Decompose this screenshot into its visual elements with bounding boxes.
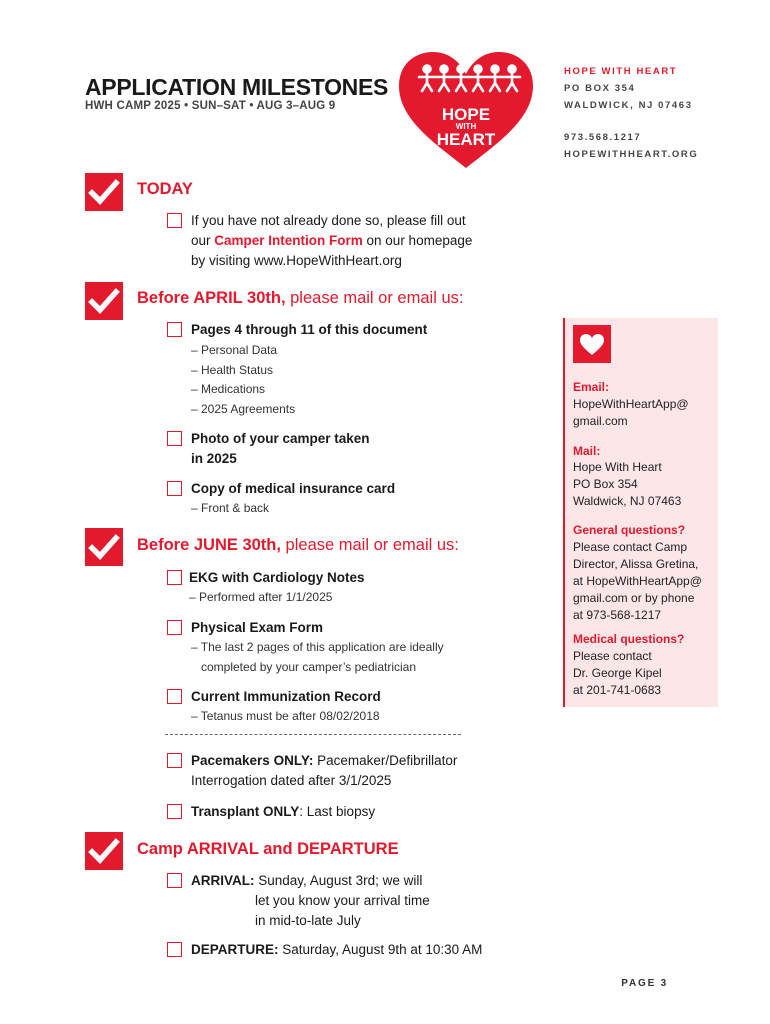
heading-bold: Before JUNE 30th, bbox=[137, 536, 281, 554]
june-item3 bbox=[191, 687, 381, 707]
arrival-line2: let you know your arrival time bbox=[255, 893, 430, 908]
departure-text: Saturday, August 9th at 10:30 AM bbox=[278, 942, 483, 957]
email-label: Email: bbox=[573, 380, 610, 394]
checkbox[interactable] bbox=[167, 620, 182, 635]
checkbox[interactable] bbox=[167, 322, 182, 337]
mail-line: Hope With Heart bbox=[573, 460, 662, 474]
heading-bold: Before APRIL 30th, bbox=[137, 289, 286, 307]
april-item3 bbox=[191, 479, 395, 499]
medical-line: at 201-741-0683 bbox=[573, 683, 662, 697]
april-item3-label: Copy of medical insurance card bbox=[191, 481, 396, 496]
check-mark-icon bbox=[85, 528, 123, 566]
email-line: gmail.com bbox=[573, 414, 628, 428]
page-number: PAGE 3 bbox=[621, 978, 668, 989]
email-line: HopeWithHeartApp@ bbox=[573, 397, 689, 411]
june-item4-line2: Interrogation dated after 3/1/2025 bbox=[191, 773, 392, 788]
checkbox[interactable] bbox=[167, 873, 182, 888]
june-item4-rest: Pacemaker/Defibrillator bbox=[313, 753, 458, 768]
june-item4-bold: Pacemakers ONLY: bbox=[191, 753, 314, 768]
email-value[interactable] bbox=[573, 396, 689, 430]
today-item-line2 bbox=[191, 231, 531, 251]
check-mark-icon bbox=[85, 173, 123, 211]
today-item-line1: If you have not already done so, please fill out bbox=[191, 213, 466, 228]
june-item2-label: Physical Exam Form bbox=[191, 620, 324, 635]
contact-phone: 973.568.1217 bbox=[564, 132, 642, 143]
contact-pobox: PO BOX 354 bbox=[564, 83, 636, 94]
list-item: – Personal Data bbox=[191, 343, 278, 357]
june-item2-sub bbox=[191, 638, 444, 677]
checkbox[interactable] bbox=[167, 570, 182, 585]
mail-line: Waldwick, NJ 07463 bbox=[573, 494, 682, 508]
medical-questions-label: Medical questions? bbox=[573, 632, 685, 646]
june-item4 bbox=[191, 751, 457, 791]
june-item3-label: Current Immunization Record bbox=[191, 689, 381, 704]
checkbox[interactable] bbox=[167, 431, 182, 446]
list-item: – Medications bbox=[191, 382, 266, 396]
divider bbox=[165, 734, 461, 735]
general-line: at HopeWithHeartApp@ bbox=[573, 574, 702, 588]
medical-questions-text bbox=[573, 648, 662, 699]
heading-rest: please mail or email us: bbox=[285, 289, 464, 307]
heart-logo-icon bbox=[397, 50, 535, 170]
today-item bbox=[191, 211, 531, 271]
june-item1-sub: – Performed after 1/1/2025 bbox=[189, 590, 333, 604]
section-heading-arrival: Camp ARRIVAL and DEPARTURE bbox=[137, 840, 399, 858]
june-item2-sub-line1: – The last 2 pages of this application are ideally bbox=[191, 640, 444, 654]
april-item1-label: Pages 4 through 11 of this document bbox=[191, 322, 428, 337]
logo-line2: WITH bbox=[455, 122, 477, 131]
june-item1 bbox=[189, 568, 365, 588]
heading-rest: please mail or email us: bbox=[280, 536, 459, 554]
departure-label: DEPARTURE: bbox=[191, 942, 279, 957]
list-item: – Health Status bbox=[191, 362, 274, 377]
check-mark-icon bbox=[85, 832, 123, 870]
june-item2 bbox=[191, 618, 323, 638]
checkbox[interactable] bbox=[167, 481, 182, 496]
june-item5 bbox=[191, 802, 375, 822]
medical-line: Please contact bbox=[573, 649, 652, 663]
april-item2 bbox=[191, 429, 370, 469]
april-item2-line2: in 2025 bbox=[191, 451, 237, 466]
page-subtitle: HWH CAMP 2025 • SUN–SAT • AUG 3–AUG 9 bbox=[85, 100, 336, 112]
mail-address bbox=[573, 459, 681, 510]
camper-intention-form-link[interactable]: Camper Intention Form bbox=[214, 233, 363, 248]
checkbox[interactable] bbox=[167, 213, 182, 228]
contact-city: WALDWICK, NJ 07463 bbox=[564, 100, 693, 111]
general-line: Director, Alissa Gretina, bbox=[573, 557, 699, 571]
april-item1 bbox=[191, 320, 427, 340]
june-item5-rest: : Last biopsy bbox=[299, 804, 376, 819]
medical-line: Dr. George Kipel bbox=[573, 666, 662, 680]
check-mark-icon bbox=[85, 282, 123, 320]
page-title: APPLICATION MILESTONES bbox=[85, 74, 389, 100]
logo-line3: HEART bbox=[436, 130, 496, 149]
arrival-line1: Sunday, August 3rd; we will bbox=[254, 873, 423, 888]
mail-label: Mail: bbox=[573, 444, 601, 458]
contact-sidebar bbox=[563, 318, 718, 707]
section-heading-april bbox=[137, 289, 463, 308]
today-item-text: our bbox=[191, 233, 215, 248]
june-item1-label: EKG with Cardiology Notes bbox=[189, 570, 365, 585]
contact-web: HOPEWITHHEART.ORG bbox=[564, 149, 699, 160]
general-line: at 973-568-1217 bbox=[573, 608, 662, 622]
heart-icon bbox=[573, 325, 611, 363]
contact-org: HOPE WITH HEART bbox=[564, 66, 678, 77]
general-line: Please contact Camp bbox=[573, 540, 688, 554]
logo-line1: HOPE bbox=[441, 105, 491, 124]
arrival-line3: in mid-to-late July bbox=[255, 913, 361, 928]
checkbox[interactable] bbox=[167, 753, 182, 768]
general-questions-label: General questions? bbox=[573, 523, 686, 537]
departure-item bbox=[191, 940, 482, 960]
list-item: – 2025 Agreements bbox=[191, 401, 296, 416]
mail-line: PO Box 354 bbox=[573, 477, 638, 491]
general-line: gmail.com or by phone bbox=[573, 591, 695, 605]
checkbox[interactable] bbox=[167, 942, 182, 957]
section-heading-june bbox=[137, 536, 459, 555]
today-item-line3: by visiting www.HopeWithHeart.org bbox=[191, 253, 402, 268]
june-item2-sub-line2: completed by your camper’s pediatrician bbox=[201, 659, 416, 674]
april-item1-sublist bbox=[191, 341, 295, 419]
arrival-item bbox=[191, 871, 430, 931]
general-questions-text bbox=[573, 539, 702, 624]
april-item3-sub: – Front & back bbox=[191, 501, 270, 515]
checkbox[interactable] bbox=[167, 804, 182, 819]
today-item-text: on our homepage bbox=[362, 233, 473, 248]
section-heading-today: TODAY bbox=[137, 180, 193, 198]
arrival-label: ARRIVAL: bbox=[191, 873, 255, 888]
april-item2-line1: Photo of your camper taken bbox=[191, 431, 370, 446]
june-item3-sub: – Tetanus must be after 08/02/2018 bbox=[191, 709, 380, 723]
checkbox[interactable] bbox=[167, 689, 182, 704]
june-item5-bold: Transplant ONLY bbox=[191, 804, 300, 819]
